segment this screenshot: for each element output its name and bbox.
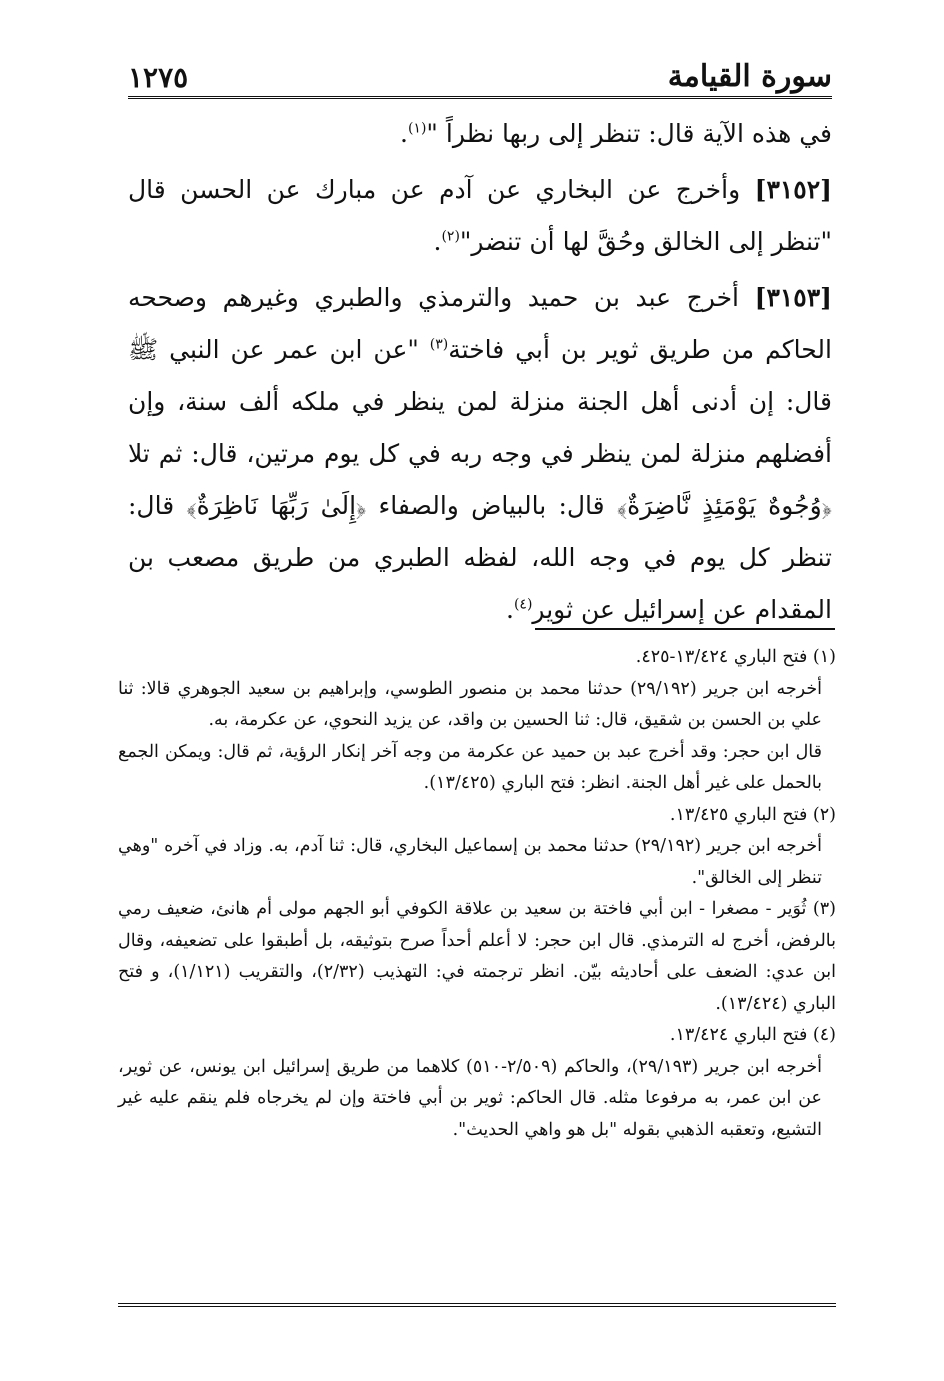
main-text [128,108,832,636]
footnote-1-body: قال ابن حجر: وقد أخرج عبد بن حميد عن عكرمة من وجه آخر إنكار الرؤية، ثم قال: ويمكن الجمع بالحمل على غير أهل الجنة. انظر: فتح الباري (١٣/٤٢٥). [118,741,822,793]
footnote-2-head: (٢) فتح الباري ١٣/٤٢٥. [669,804,836,825]
footnote-separator [535,628,835,630]
footnote-1-body: أخرجه ابن جرير (٢٩/١٩٢) حدثنا محمد بن منصور الطوسي، وإبراهيم بن سعيد الجوهري قالا: ثنا علي بن الحسن بن شقيق، قال: ثنا الحسين بن واقد، عن يزيد النحوي، عن عكرمة، به. [118,678,822,730]
surah-title: سورة القيامة [667,59,832,94]
footnote-4-body: أخرجه ابن جرير (٢٩/١٩٣)، والحاكم (٢/٥٠٩-٥١٠) كلاهما من طريق إسرائيل ابن يونس، عن ثوير، عن ابن عمر، به مرفوعا مثله. قال الحاكم: ثوير بن أبي فاختة وإن لم يخرجاه فلم ينقم عليه غير التشيع، وتعقبه الذهبي بقوله "بل هو واهي الحديث". [118,1056,822,1140]
footer-rule [118,1303,836,1309]
paragraph-3152: [٣١٥٢] وأخرج عن البخاري عن آدم عن مبارك عن الحسن قال "تنظر إلى الخالق وحُقَّ لها أن تنضر"$^{(٢)}$. [128,175,832,256]
page-number: ١٢٧٥ [128,61,189,94]
footnotes [118,642,836,1146]
item-number: [٣١٥٢] [754,175,832,204]
item-number: [٣١٥٣] [754,283,832,312]
footnote-1-head: (١) فتح الباري ١٣/٤٢٤-٤٢٥. [635,647,836,667]
footnote-ref: (٤) [513,596,533,613]
footnote-ref: (٣) [429,336,449,353]
footnote-ref: (١) [407,120,427,137]
footnote-ref: (٢) [441,228,460,245]
footnote-4-head: (٤) فتح الباري ١٣/٤٢٤. [669,1025,836,1045]
header-rule [128,96,832,102]
footnote-2-body: أخرجه ابن جرير (٢٩/١٩٢) حدثنا محمد بن إسماعيل البخاري، قال: ثنا آدم، به. وزاد في آخره "وهي تنظر إلى الخالق". [118,836,822,888]
footnote-3: (٣) ثُوَير - مصغرا - ابن أبي فاختة بن سعيد بن علاقة الكوفي أبو الجهم مولى أم هانئ، ضعيف رمي بالرفض، أخرج له الترمذي. قال ابن حجر: لا أعلم أحداً صرح بتوثيقه، بل أطبقوا على تضعيفه، وقال ابن عدي: الضعف على أحاديثه بيّن. انظر ترجمته في: التهذيب (٢/٣٢)، والتقريب (١/١٢١)، و فتح الباري (١٣/٤٢٤). [118,899,836,1014]
paragraph-continuation: في هذه الآية قال: تنظر إلى ربها نظراً "$^{(١)}$. [400,119,832,148]
paragraph-3153: [٣١٥٣] أخرج عبد بن حميد والترمذي والطبري وغيرهم وصححه الحاكم من طريق ثوير بن أبي فاختة$^{(٣)}$ "عن ابن عمر عن النبي ﷺ قال: إن أدنى أهل الجنة منزلة لمن ينظر في ملكه ألف سنة، وإن أفضلهم منزلة لمن ينظر في وجه ربه في كل يوم مرتين، قال: ثم تلا ﴿وُجُوهٌ يَوْمَئِذٍ نَّاضِرَةٌ﴾ قال: بالبياض والصفاء ﴿إِلَىٰ رَبِّهَا نَاظِرَةٌ﴾ قال: تنظر كل يوم في وجه الله، لفظه الطبري من طريق مصعب بن المقدام عن إسرائيل عن ثوير$^{(٤)}$. [128,283,832,624]
page-header [128,48,832,94]
